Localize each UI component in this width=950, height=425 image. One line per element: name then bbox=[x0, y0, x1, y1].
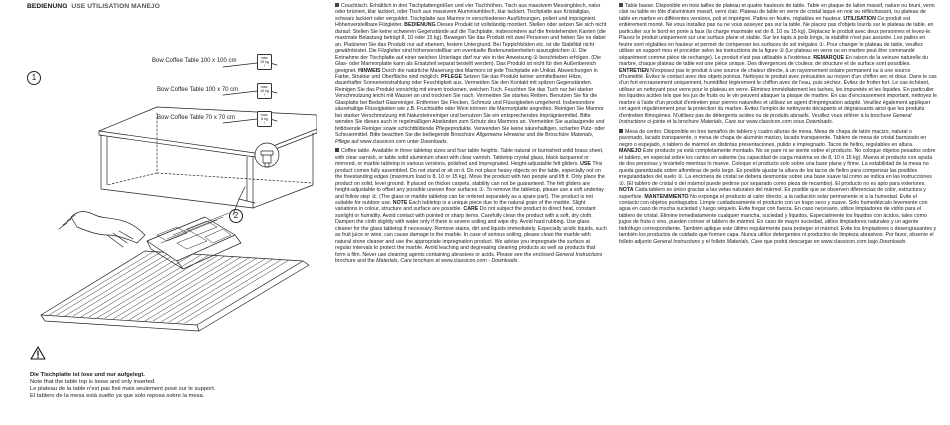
paragraph-fr bbox=[619, 3, 937, 126]
badge-line: ! bbox=[264, 120, 265, 125]
es-doc-ref: Materials, Care bbox=[726, 238, 763, 245]
step-1-marker: 1 bbox=[27, 71, 41, 85]
fr-care-dot: . bbox=[831, 119, 834, 126]
square-bullet-icon bbox=[619, 129, 623, 133]
max-load-badge bbox=[257, 111, 272, 127]
en-doc-ref: General Instructions bbox=[555, 251, 603, 258]
de-doc-ref: Materials, Pflege bbox=[335, 132, 594, 145]
fr-intro: Table basse. Disponible en trois tailles de plateau et quatre hauteurs de table. Table en plaque de laiton massif, nature ou bruni, verni clair ou table en tôle d'aluminium massif, verni clair. Plateau de table en verre de cristal laqué en noir ou réfléchissant, ou plateau de table en marbre en différentes versions, poli et imprégné. Patins en feutre, réglables en hauteur. bbox=[619, 3, 935, 22]
en-care-heading: CARE bbox=[463, 206, 479, 213]
badge-line: 8 kg bbox=[261, 116, 268, 121]
hand bbox=[71, 212, 145, 244]
fr-care-end: sur www.classicon.com sous bbox=[737, 119, 805, 126]
variant-label-100x100: Bow Coffee Table 100 x 100 cm bbox=[152, 58, 237, 64]
de-note-heading: HINWEIS bbox=[358, 67, 381, 74]
en-note-heading: NOTE bbox=[392, 199, 408, 206]
warning-triangle-icon bbox=[30, 346, 46, 360]
en-doc-ref: Materials, Care bbox=[376, 258, 412, 265]
es-use: Este producto ya está completamente montado. No se pare ni se siente sobre el producto. No coloque objetos pesados sobre el tablero, en especial sobre los cantos en saliente (su capacidad de carga máxima es de 8, 10 o 15 kg). Mueva el producto con ayuda de dos personas y levántelo mientras lo mueve. Coloque el producto solo sobre una base plana y firme. La estabilidad de la mesa no queda garantizada sobre alfombras de pelo largo. Es posible ajustar la altura de los tacos de fieltro para compensar las posibles irregularidades del suelo ①. La encimera de cristal se debera desmontar sobre una base suave tal como se indica en las instrucciones ②. (El tablero de cristal o del mármol puede pedirse por separado como pieza de recambio). El producto no es apto para exteriores. bbox=[619, 148, 936, 187]
badge-line: max. bbox=[260, 84, 269, 89]
en-use-heading: USE bbox=[580, 161, 591, 168]
es-care-heading: MANTENIMIENTO bbox=[644, 193, 689, 200]
en-care: Do not subject the product to direct heat, constant sunlight or humidity. Avoid contact with pointed or sharp items. Carefully clean the product with a soft, dry cloth. Dampen the cloth slightly with water only if there is severe soiling and wipe dry. Avoid hard rubbing. Use glass cleaner for the glass tabletop if necessary. Remove stains, dirt and liquids immediately. Especially acidic liquids, such as fruit juice or wine, can cause damage to the marble. In case of serious soiling, please clean the marble with natural stone cleaner and use the appropriate impregnation product. We advise you impregnate the surface at regular intervals to protect the marble. Avoid leaching and degreasing cleaning products as well as products that form a film. Never use cleaning agents containing abrasives or acids. Please see the enclosed bbox=[335, 206, 607, 258]
caption-fr: Le plateau de la table n'est pas fixé mais seulement posé sur le support. bbox=[30, 386, 216, 393]
es-doc-ref: Downloads bbox=[879, 238, 906, 245]
badge-line: max. bbox=[260, 112, 269, 117]
fr-doc-ref: General Instructions bbox=[619, 112, 912, 126]
en-use: This product comes fully assembled. Do not stand or sit on it. Do not place heavy objects on the table, especially not on the freestanding edges (maximum load is 8, 10 or 15 kg). Move the product with two people and lift it. Only place the product on solid, level ground. If placed on thicker carpets, stability can not be guaranteed. The felt gliders are height-adjustable to offset any possible uneven floor surfaces ①. To remove the tabletop, please use a soft underlay and follow step ②. (The glass or marble tabletop can be ordered separately as a spare part). The product is not suitable for outdoor use. bbox=[335, 161, 605, 206]
square-bullet-icon bbox=[335, 3, 339, 7]
caption-de: Die Tischplatte ist lose und nur aufgelegt. bbox=[30, 372, 145, 378]
es-care-dot: . bbox=[905, 238, 907, 245]
assembly-illustration bbox=[27, 3, 317, 343]
de-usage: Dieses Produkt ist vollständig montiert. Stellen oder setzen Sie sich nicht darauf. Stellen Sie keine schweren Gegenstände auf die Tischplatte, insbesondere auf die freistehenden Kanten (die maximale Belastung beträgt 8, 10 oder 15 kg). Bewegen Sie das Produkt mit zwei Personen und heben Sie es dabei an. Platzieren Sie das Produkt nur auf ebenem, festem Untergrund. Bei Teppichböden etc. ist die Stabilität nicht gewährleistet. Die Filzgleiter sind höhenverstellbar um eventuelle Bodenunebenheiten auszugleichen ①. Die Entnahme der Tischplatte auf einer weichen Unterlage darf nur wie in der Anweisung ② beschrieben erfolgen. (Die Glas- oder Marmorplatte kann als Ersatzteil separat bestellt werden). Das Produkt ist nicht für den Außenbereich geeignet. bbox=[335, 22, 607, 74]
fr-note: En raison de la veinure naturelle du marbre, chaque plateau de table est une pièce unique. Des divergences de couleur, de structure et de surface sont possibles. bbox=[619, 54, 929, 68]
fr-use-heading: UTILISATION bbox=[843, 15, 876, 22]
loose-top-caption bbox=[30, 372, 322, 400]
es-intro: Mesa de centro. Disponible en tres tamaños de tablero y cuatro alturas de mesa. Mesa de chapa de latón macizo, natural o pavonado, lacado transparente, o mesa de chapa de aluminio macizo, lacado transparente. Tablero de mesa de cristal barnizado en negro o espejado, o tablero de mármol en distintas presentaciones, pulido e impregnado. Tacos de fieltro, regulables en altura. bbox=[619, 129, 927, 148]
fr-care-mid: ci-jointe et la brochure bbox=[647, 119, 699, 126]
fr-care-heading: ENTRETIEN bbox=[619, 67, 649, 74]
paragraph-es bbox=[619, 129, 937, 245]
variant-label-70x70: Bow Coffee Table 70 x 70 cm bbox=[157, 115, 235, 121]
es-doc-ref: General Instructions bbox=[653, 238, 701, 245]
de-usage-heading: BEDIENUNG bbox=[404, 22, 436, 29]
de-care-heading: PFLEGE bbox=[440, 73, 462, 80]
header-title: BEDIENUNG bbox=[27, 3, 68, 10]
de-care: Setzen Sie das Produkt keiner unmittelbaren Hitze, dauerhafter Sonneneinstrahlung oder Feuchtigkeit aus. Vermeiden Sie den Kontakt mit spitzen Gegenständen. Reinigen Sie das Produkt vorsichtig mit einem trockenen, weichen Tuch. Feuchten Sie das Tuch nur bei starker Verschmutzung leicht mit Wasser an und trocknen Sie nach. Vermeiden Sie starkes Reiben. Benutzen Sie für die Glasplatte bei Bedarf Glasreiniger. Entfernen Sie Flecken, Schmutz und Flüssigkeiten umgehend. Insbesondere säurehaltige Flüssigkeiten wie z.B. Fruchtsäfte oder Wein können die Marmorplatte angreifen. Reinigen Sie Marmor bei starker Verschmutzung mit Natursteinreiniger und benutzen Sie ein entsprechendes Imprägniermittel. Bitte wenden Sie dieses auch in regelmäßigen Abständen zum Schutz des Marmors an. Vermeiden Sie auslaugende und fettlösende Reiniger sowie schichtbildende Pflegeprodukte. Verwenden Sie keine säurehaltigen, scharfen Putz- oder Scheuermittel. Bitte beachten Sie die beiliegende Broschüre bbox=[335, 73, 605, 139]
es-care-end: que podrá descargar en www.classicon.com bajo bbox=[763, 238, 878, 245]
es-use-heading: MANEJO bbox=[619, 148, 642, 155]
table-top bbox=[99, 107, 317, 153]
paragraph-en bbox=[335, 148, 607, 264]
step-2-marker: 2 bbox=[229, 209, 243, 223]
badge-line: max. bbox=[260, 55, 269, 60]
caption-es: El tablero de la mesa está suelto ya que solo reposa sobre la mesa. bbox=[30, 393, 205, 400]
de-doc-ref: Downloads bbox=[420, 138, 447, 145]
es-care: No exponga el producto al calor directo, a la radiación solar permanente ni a la humedad. Evite el contacto con objetos puntiagudos. Limpie cuidadosamente el producto con un trapo seco y suave. Solo humedézcalo levemente con agua en caso de mucha suciedad y luego séquelo. Evite fregar con fuerza. En caso necesario, utilice limpiadores de vidrio para el tablero de cristal. Elimine inmediatamente cualquier mancha, suciedad y líquidos. Especialmente los líquidos con ácidos, tales como jugos de fruta o vino, pueden corroer el tablero de mármol. En caso de mayor suciedad, utilice limpiadores naturales y un agente hidrófugo correspondiente. También aplique este último regularmente para proteger el mármol. Evite los limpiadores o desengrasantes y también los productos de cuidado que formen capa. Nunca utilice detergentes ni productos de limpieza abrasivos. Por favor, observe el folleto adjunto bbox=[619, 193, 937, 245]
illustration-column bbox=[27, 3, 317, 423]
de-care-end: auf www.classicon.com unter bbox=[351, 138, 420, 145]
badge-line: ! bbox=[264, 92, 265, 97]
fr-doc-ref: Materials, Care bbox=[700, 119, 737, 126]
es-note-heading: NOTA bbox=[619, 187, 634, 194]
en-care-end: brochure at www.classicon.com - bbox=[413, 258, 490, 265]
square-bullet-icon bbox=[619, 3, 623, 7]
fr-note-heading: REMARQUE bbox=[813, 54, 844, 61]
en-care-dot: . bbox=[517, 258, 519, 265]
de-care-dot: . bbox=[446, 138, 448, 145]
de-doc-ref: Allgemeine Hinweise bbox=[476, 132, 525, 139]
de-intro: Couchtisch. Erhältlich in drei Tischplattengrößen und vier Tischhöhen. Tisch aus massivem Messingblech, natur oder brüniert, klar lackiert, oder Tisch aus massivem Aluminiumblech, klar lackiert. Tischplatte aus Kristallglas, schwarz lackiert oder vergoldet. Tischplatte aus Marmor in verschiedenen Ausführungen, poliert und imprägniert. Höhenverstellbare Filzgleiter. bbox=[335, 3, 601, 29]
caption-en: Note that the table top is loose and only inserted. bbox=[30, 379, 156, 386]
text-column-fr-es bbox=[619, 3, 937, 249]
badge-line: 10 kg bbox=[260, 88, 269, 93]
max-load-badge bbox=[257, 83, 272, 99]
text-column-de-en bbox=[335, 3, 607, 268]
header-subtitle: USE UTILISATION MANEJO bbox=[71, 3, 160, 10]
de-note: Durch die natürliche Maserung des Marmors ist jede Tischplatte ein Unikat. Abweichungen in Farbe, Struktur und Oberfläche sind möglich. bbox=[335, 67, 598, 80]
en-doc-ref: Downloads bbox=[491, 258, 518, 265]
paragraph-de bbox=[335, 3, 607, 145]
square-bullet-icon bbox=[335, 148, 339, 152]
fr-care: N'exposez pas le produit à une source de chaleur directe, à un rayonnement solaire permanent ou à une source d'humidité. Évitez le contact avec des objets pointus. Nettoyez le produit avec précaution au moyen d'un chiffon sec et doux. Dans le cas d'un fort encrassement uniquement, humidifiez légèrement le chiffon avec de l'eau, puis séchez. Évitez de frotter fort. Le cas échéant, utilisez un nettoyant pour verre pour le plateau en verre. Éliminez immédiatement les taches, les impuretés et les liquides. En particulier les liquides acides tels que les jus de fruits ou le vin peuvent attaquer la plaque de marbre. En cas d'encrassement important, nettoyez le marbre à l'aide d'un produit d'entretien pour pierres naturelles et utilisez un agent d'imprégnation adapté. Veuillez également appliquer cet agent régulièrement pour la protection du marbre. Évitez l'emploi de nettoyants décapants et dégraissants ainsi que les produits d'entretien filmogènes. N'utilisez pas de détergents acides ou de produits abrasifs. Veuillez vous référer à la brochure bbox=[619, 67, 937, 119]
es-care-mid: y el folleto bbox=[701, 238, 726, 245]
fr-doc-ref: Downloads bbox=[805, 119, 832, 126]
en-note: Each tabletop is a unique piece due to the natural grain of the marble. Slight variations in colour, structure and surface are possible. bbox=[335, 199, 586, 213]
fr-use: Ce produit est entièrement monté. Ne vous installez pas ou ne vous asseyez pas sur la table. Ne placez pas d'objets lourds sur le plateau de table, en particulier sur le bord en porte à faux (la charge maximale est de 8, 10 ou 15 kg). Déplacez le produit avec deux personnes et levez-le. Placez le produit uniquement sur une surface plane et stable. Sur les tapis à poils longs, la stabilité n'est pas assurée. Les patins en feutre sont réglables en hauteur et permet de compenser les surfaces de sol inégales ①. Pour changer le plateau de table, veuillez utiliser un support mou et procéder selon les instructions de la figure ② (Le plateau en verre ou en marbre peut être commandé séparément comme pièce de rechange). Le produit n'est pas utilisable à l'extérieur. bbox=[619, 15, 934, 61]
badge-line: 15 kg bbox=[260, 59, 269, 64]
de-care-mid: und die Broschüre bbox=[526, 132, 570, 139]
max-load-badge bbox=[257, 54, 272, 70]
variant-label-100x70: Bow Coffee Table 100 x 70 cm bbox=[157, 87, 239, 93]
en-intro: Coffee table. Available in three tabletop sizes and four table heights. Table natural or burnished solid brass sheet, with clear varnish, or table solid aluminium sheet with clear varnish. Tabletop crystal glass, black lacquered or mirrored, or marble tabletop in various versions, polished and impregnated. Height-adjustable felt gliders. bbox=[335, 148, 604, 168]
es-note: Cada tablero es único gracias a las vetas naturales del mármol. Es posible que se observen diferencias de color, estructura y superficie. bbox=[619, 187, 926, 200]
badge-line: ! bbox=[264, 63, 265, 68]
en-care-mid: brochure and the bbox=[335, 258, 375, 265]
